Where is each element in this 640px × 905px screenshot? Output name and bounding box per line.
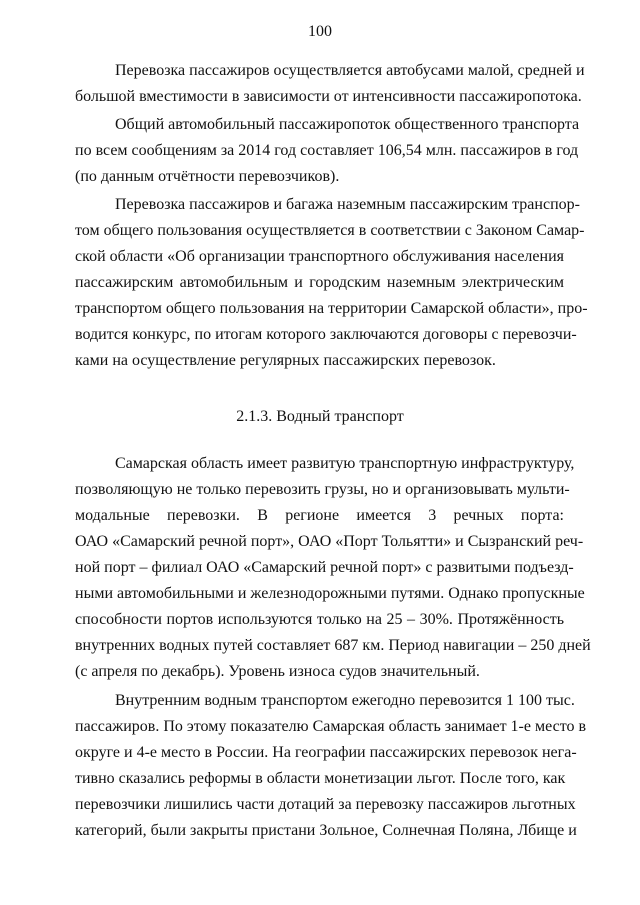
paragraph-line: внутренних водных путей составляет 687 км. Период навигации – 250 дней xyxy=(75,637,591,654)
paragraph-line: пассажирским автомобильным и городским наземным электрическим xyxy=(75,274,564,291)
paragraph-infrastructure xyxy=(75,451,591,685)
paragraph-line: категорий, были закрыты пристани Зольное, Солнечная Поляна, Лбище и xyxy=(75,822,577,839)
paragraph-line: Внутренним водным транспортом ежегодно перевозится 1 100 тыс. xyxy=(115,692,575,709)
paragraph-line: Общий автомобильный пассажиропоток общественного транспорта xyxy=(115,116,580,133)
paragraph-line: перевозчики лишились части дотаций за перевозку пассажиров льготных xyxy=(75,796,576,813)
paragraph-line: тивно сказались реформы в области монетизации льгот. После того, как xyxy=(75,770,566,787)
paragraph-water-passengers xyxy=(75,688,587,844)
paragraph-line: том общего пользования осуществляется в соответствии с Законом Самар- xyxy=(75,222,585,239)
section-heading: 2.1.3. Водный транспорт xyxy=(236,408,404,425)
paragraph-line: по всем сообщениям за 2014 год составляет 106,54 млн. пассажиров в год xyxy=(75,142,579,159)
paragraph-line: ками на осуществление регулярных пассажирских перевозок. xyxy=(75,352,496,369)
paragraph-line: ской области «Об организации транспортного обслуживания населения xyxy=(75,248,564,265)
paragraph-bus-capacity xyxy=(75,58,585,110)
paragraph-line: (по данным отчётности перевозчиков). xyxy=(75,168,340,185)
paragraph-line: Перевозка пассажиров и багажа наземным пассажирским транспор- xyxy=(115,196,580,213)
paragraph-line: (с апреля по декабрь). Уровень износа судов значительный. xyxy=(75,663,480,680)
paragraph-line: пассажиров. По этому показателю Самарская область занимает 1-е место в xyxy=(75,718,587,735)
paragraph-line: ными автомобильными и железнодорожными путями. Однако пропускные xyxy=(75,585,585,602)
paragraph-line: позволяющую не только перевозить грузы, но и организовывать мульти- xyxy=(75,481,570,498)
paragraph-line: ной порт – филиал ОАО «Самарский речной порт» с развитыми подъезд- xyxy=(75,559,574,576)
paragraph-line: большой вместимости в зависимости от интенсивности пассажиропотока. xyxy=(75,88,582,105)
paragraph-line: водится конкурс, по итогам которого заключаются договоры с перевозчи- xyxy=(75,326,577,343)
paragraph-regulation xyxy=(75,192,588,374)
paragraph-passenger-flow xyxy=(75,112,580,190)
paragraph-line: ОАО «Самарский речной порт», ОАО «Порт Тольятти» и Сызранский реч- xyxy=(75,533,584,550)
paragraph-line: модальные перевозки. В регионе имеется 3 речных порта: xyxy=(75,507,564,524)
paragraph-line: округе и 4-е место в России. На географии пассажирских перевозок нега- xyxy=(75,744,577,761)
paragraph-line: способности портов используются только на 25 – 30%. Протяжённость xyxy=(75,611,564,628)
page-number: 100 xyxy=(308,23,332,40)
paragraph-line: Перевозка пассажиров осуществляется автобусами малой, средней и xyxy=(115,62,585,79)
paragraph-line: Самарская область имеет развитую транспортную инфраструктуру, xyxy=(115,455,575,472)
paragraph-line: транспортом общего пользования на территории Самарской области», про- xyxy=(75,300,588,317)
